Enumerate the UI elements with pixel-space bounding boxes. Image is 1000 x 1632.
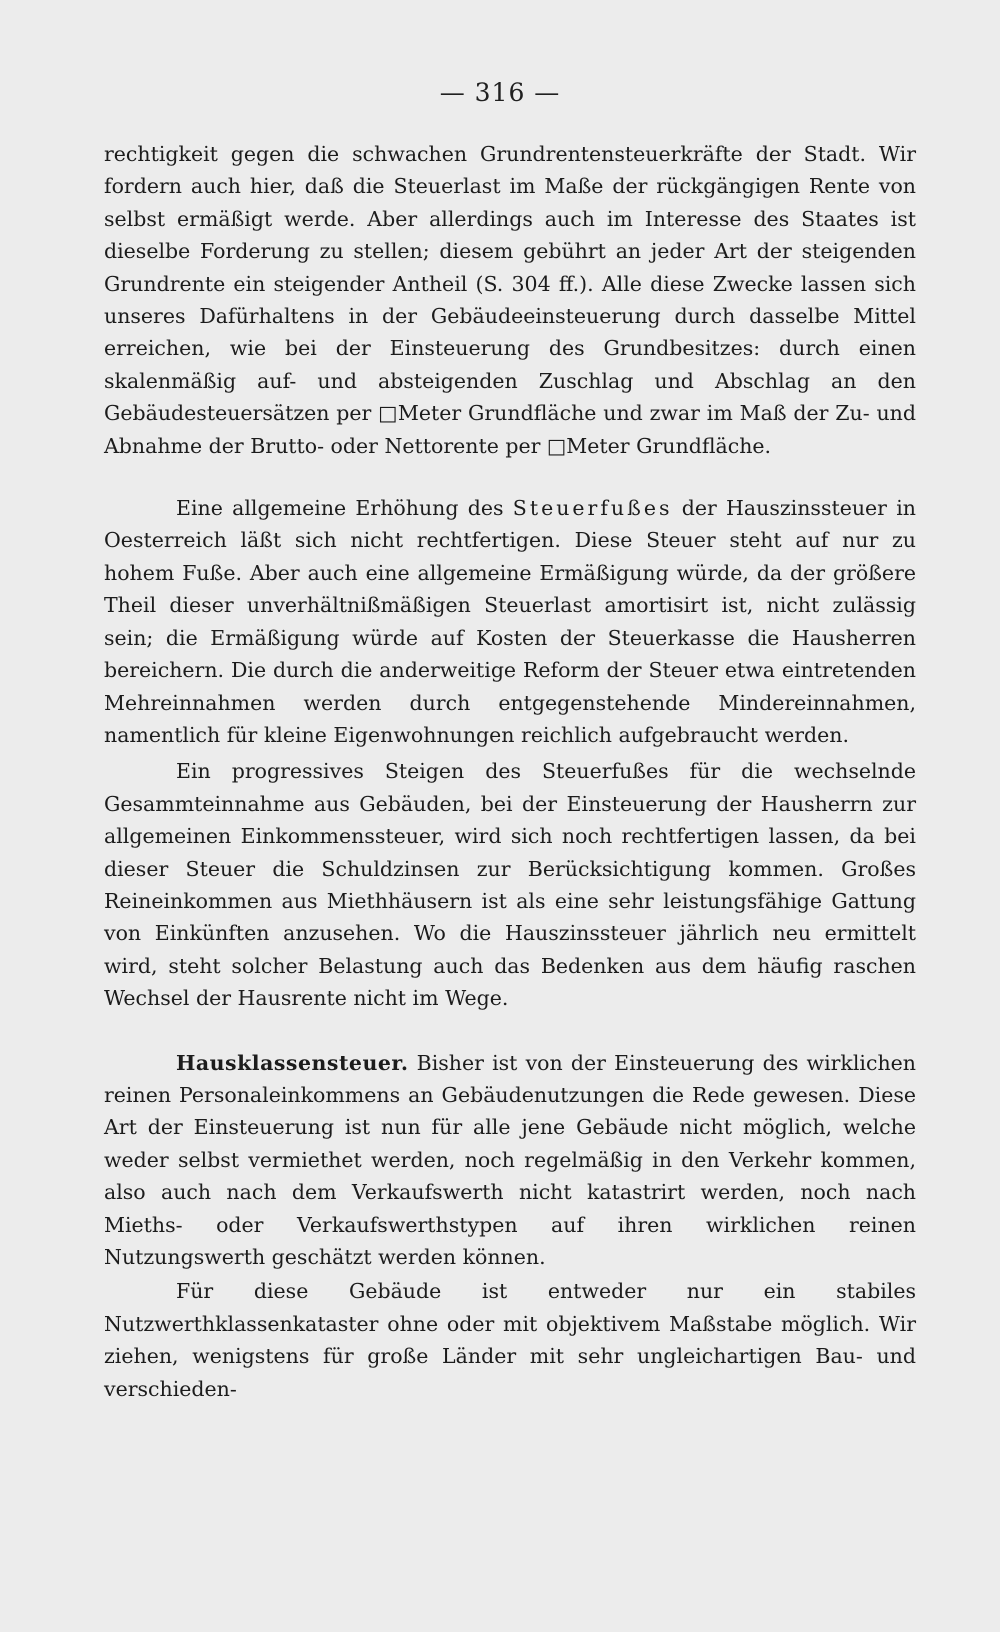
paragraph-steuerfuss-rest: der Hauszinssteuer in Oesterreich läßt sich nicht rechtfertigen. Diese Steuer steht auf nur zu hohem Fuße. Aber auch eine allgemeine Ermäßigung würde, da der größere Theil dieser unverhältnißmäßigen Steuerlast amortisirt ist, nicht zulässig sein; die Ermäßigung würde auf Kosten der Steuerkasse die Hausherren bereichern. Die durch die anderweitige Reform der Steuer etwa eintretenden Mehreinnahmen werden durch entgegenstehende Mindereinnahmen, namentlich für kleine Eigenwohnungen reichlich aufgebraucht werden.	[104, 496, 916, 747]
section-heading: Hausklassensteuer.	[176, 1050, 409, 1075]
paragraph-hausklassensteuer-text: Bisher ist von der Einsteuerung des wirklichen reinen Personaleinkommens an Gebäudenutzungen die Rede gewesen. Diese Art der Einsteuerung ist nun für alle jene Gebäude nicht möglich, welche weder selbst vermiethet werden, noch regelmäßig in den Verkehr kommen, also auch nach dem Verkaufswerth nicht katastrirt werden, noch nach Mieths- oder Verkaufswerthstypen auf ihren wirklichen reinen Nutzungswerth geschätzt werden können.	[104, 1050, 916, 1269]
page-number: — 316 —	[439, 78, 561, 107]
page-body	[104, 138, 916, 1405]
paragraph-progressiv: Ein progressives Steigen des Steuerfußes für die wechselnde Gesammteinnahme aus Gebäuden, bei der Einsteuerung der Hausherrn zur allgemeinen Einkommenssteuer, wird sich noch rechtfertigen lassen, da bei dieser Steuer die Schuldzinsen zur Berücksichtigung kommen. Großes Reineinkommen aus Miethhäusern ist als eine sehr leistungsfähige Gattung von Einkünften anzusehen. Wo die Hauszinssteuer jährlich neu ermittelt wird, steht solcher Belastung auch das Bedenken aus dem häufig raschen Wechsel der Hausrente nicht im Wege.	[104, 759, 916, 1011]
paragraph-grundrente: rechtigkeit gegen die schwachen Grundrentensteuerkräfte der Stadt. Wir fordern auch hier, daß die Steuerlast im Maße der rückgängigen Rente von selbst ermäßigt werde. Aber allerdings auch im Interesse des Staates ist dieselbe Forderung zu stellen; diesem gebührt an jeder Art der steigenden Grundrente ein steigender Antheil (S. 304 ff.). Alle diese Zwecke lassen sich unseres Dafürhaltens in der Gebäudeeinsteuerung durch dasselbe Mittel erreichen, wie bei der Einsteuerung des Grundbesitzes: durch einen skalenmäßig auf- und absteigenden Zuschlag und Abschlag an den Gebäudesteuersätzen per □Meter Grundfläche und zwar im Maß der Zu- und Abnahme der Brutto- oder Nettorente per □Meter Grundfläche.	[104, 142, 916, 458]
paragraph-hausklassensteuer	[104, 1047, 916, 1274]
paragraph-steuerfuss-start: Eine allgemeine Erhöhung des	[176, 496, 513, 521]
paragraph-nutzwerth: Für diese Gebäude ist entweder nur ein stabiles Nutzwerthklassenkataster ohne oder mit objektivem Maßstabe möglich. Wir ziehen, wenigstens für große Länder mit sehr ungleichartigen Bau- und verschieden-	[104, 1279, 916, 1401]
paragraph-steuerfuss	[104, 492, 916, 751]
emphasized-term: Steuerfußes	[512, 496, 673, 521]
